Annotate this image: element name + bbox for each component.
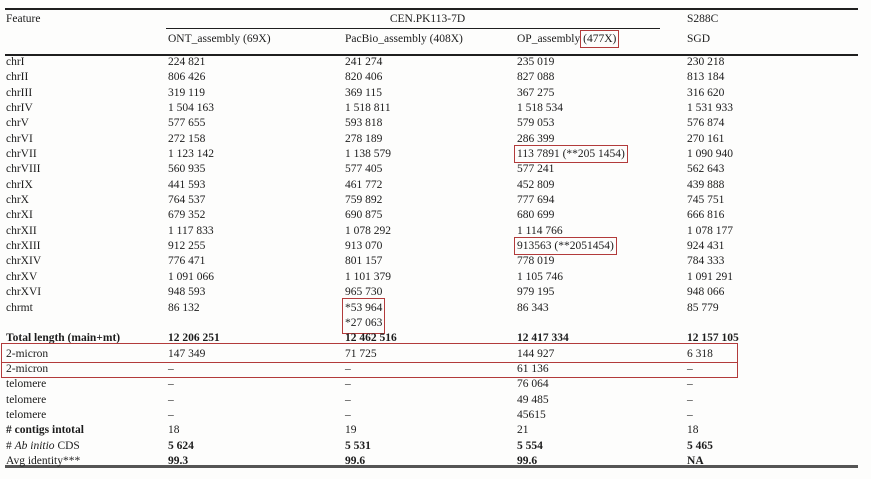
cell: 272 158 [168,132,206,145]
cell: 12 417 334 [517,332,569,345]
cell [345,301,517,332]
row-label-part: Ab initio [14,439,55,452]
cell: 1 091 291 [687,270,734,283]
row-label: telomere [6,408,47,421]
cell: 1 518 534 [517,102,563,115]
op-assembly-label: OP_assembly [517,33,581,45]
cell: – [687,408,693,421]
header-row-group [6,9,858,28]
cell: 1 531 933 [687,102,734,115]
row-label: chrXIV [6,255,42,268]
cell: 5 624 [168,439,194,452]
cell: 913 070 [345,240,383,253]
cell: 777 694 [517,194,555,207]
cell: 85 779 [687,301,719,314]
table-row [6,116,858,131]
row-label: chrVII [6,148,37,161]
cell: 18 [687,424,699,437]
cell: 784 333 [687,255,725,268]
cell: 76 064 [517,378,549,391]
row-label: chrVI [6,132,33,145]
column-header-op [517,28,687,55]
table-row [6,301,858,332]
cell: 441 593 [168,178,206,191]
table-row [6,347,858,362]
cell: 367 275 [517,86,555,99]
cell: 1 078 292 [345,224,391,237]
cell: 579 053 [517,117,555,130]
group-header-cenpk: CEN.PK113-7D [389,13,466,25]
cell: 316 620 [687,86,725,99]
table-row [6,208,858,223]
cell: 679 352 [168,209,206,222]
cell: 144 927 [517,347,555,360]
table-row [6,70,858,85]
row-label: chrI [6,56,25,68]
table-row [6,377,858,392]
row-label: chrXIII [6,240,41,253]
cell: 286 399 [517,132,555,145]
table-row [6,101,858,116]
cell: 86 343 [517,301,549,314]
cell: 1 114 766 [517,224,563,237]
cell: 1 138 579 [345,148,391,161]
cell: 18 [168,424,180,437]
cell: 224 821 [168,56,206,68]
table-row [6,270,858,285]
cell: 369 115 [345,86,382,99]
cell: 452 809 [517,178,555,191]
cell: 593 818 [345,117,383,130]
row-label-part: # [6,439,15,452]
cell: – [168,378,174,391]
cell: 1 117 833 [168,224,214,237]
table-row [6,331,858,346]
row-label: chrIII [6,86,33,99]
column-header-sgd: SGD [687,33,711,45]
row-label: chrIX [6,178,33,191]
cell: 5 554 [517,439,543,452]
row-label: chrIV [6,102,33,115]
table-row [6,239,858,254]
cell: 912 255 [168,240,206,253]
cell: 461 772 [345,178,383,191]
table-row [6,362,858,377]
row-label: # contigs intotal [6,424,84,437]
column-header-pacbio: PacBio_assembly (408X) [345,33,463,45]
feature-column-header: Feature [6,13,41,25]
cell: 1 090 940 [687,148,734,161]
column-header-ont: ONT_assembly (69X) [168,33,271,45]
cell: 924 431 [687,240,725,253]
cell: 577 655 [168,117,206,130]
table-row [6,55,858,70]
cell: 1 518 811 [345,102,391,115]
cell: 99.6 [517,454,538,467]
cell: – [345,378,351,391]
cell: 948 066 [687,286,725,299]
cell: 1 105 746 [517,270,563,283]
cell: 827 088 [517,71,555,84]
row-label: chrXI [6,209,33,222]
cell: 270 161 [687,132,725,145]
cell: – [687,378,693,391]
cell: – [168,393,174,406]
cell: 439 888 [687,178,725,191]
cell: 5 465 [687,439,713,452]
cell: 759 892 [345,194,383,207]
cell: – [345,393,351,406]
row-label: chrmt [6,301,33,314]
table-row [6,393,858,408]
cell [517,239,687,254]
cell: 99.6 [345,454,366,467]
row-label: telomere [6,378,47,391]
row-label: chrII [6,71,29,84]
assembly-stats-table [6,9,858,469]
cell: NA [687,454,704,467]
cell: 86 132 [168,301,200,314]
annotation-box [583,33,616,45]
cell: 745 751 [687,194,725,207]
cell: 666 816 [687,209,725,222]
table-row [6,254,858,269]
row-label: chrXII [6,224,37,237]
table-row [6,423,858,438]
cell: 235 019 [517,56,555,68]
annotation-box: 113 7891 (**205 1454) [517,148,625,161]
cell: 21 [517,424,529,437]
group-header-s288c: S288C [687,13,719,25]
row-label: chrXV [6,270,38,283]
cell: 241 274 [345,56,383,68]
cell: 45615 [517,408,546,421]
table-row [6,439,858,454]
cell: – [168,362,174,375]
cell: 12 157 105 [687,332,739,345]
table-row [6,178,858,193]
table-row [6,193,858,208]
cell: 776 471 [168,255,206,268]
row-label: Avg identity*** [6,454,81,467]
cell: – [687,393,693,406]
cell: 576 874 [687,117,725,130]
row-label: chrV [6,117,29,130]
cell: 813 184 [687,71,725,84]
cell: – [687,362,693,375]
row-label: 2-micron [6,362,49,375]
cell: 5 531 [345,439,371,452]
cell: 778 019 [517,255,555,268]
table-row [6,408,858,423]
annotation-box: 913563 (**2051454) [517,240,614,253]
cell: 562 643 [687,163,725,176]
table-row [6,454,858,469]
cell: 801 157 [345,255,383,268]
row-label: chrXVI [6,286,42,299]
cell: 1 123 142 [168,148,214,161]
cell: – [345,362,351,375]
cell: 12 206 251 [168,332,220,345]
table-row [6,147,858,162]
cell: 948 593 [168,286,206,299]
annotation-box: *53 964 *27 063 [345,301,382,332]
cell: 147 349 [168,347,206,360]
cell: 806 426 [168,71,206,84]
row-label: chrX [6,194,29,207]
cell: 820 406 [345,71,383,84]
row-label-part: CDS [54,439,80,452]
cell: 764 537 [168,194,206,207]
cell: 61 136 [517,362,549,375]
table-row [6,86,858,101]
cell: 71 725 [345,347,377,360]
row-label [6,439,168,454]
cell: 577 405 [345,163,383,176]
cell [517,147,687,162]
table-body [6,55,858,469]
cell: 319 119 [168,86,205,99]
cell: – [168,408,174,421]
cell: 680 699 [517,209,555,222]
cell: 1 091 066 [168,270,214,283]
cell: – [345,408,351,421]
table-row [6,162,858,177]
cell: 1 101 379 [345,270,391,283]
table-row [6,224,858,239]
row-label: telomere [6,393,47,406]
table-row [6,285,858,300]
row-label: Total length (main+mt) [6,332,121,345]
op-coverage-label: (477X) [583,33,617,45]
cell: 49 485 [517,393,549,406]
cell: 560 935 [168,163,206,176]
cell: 965 730 [345,286,383,299]
cell: 577 241 [517,163,555,176]
cell: 690 875 [345,209,383,222]
cell: 278 189 [345,132,383,145]
row-label: chrVIII [6,163,41,176]
cell: 230 218 [687,56,725,68]
cell: 12 462 516 [345,332,397,345]
cell: 99.3 [168,454,189,467]
cell: 6 318 [687,347,713,360]
row-label: 2-micron [6,347,49,360]
cell: 1 078 177 [687,224,734,237]
cell: 979 195 [517,286,555,299]
cell: 1 504 163 [168,102,214,115]
table-row [6,132,858,147]
cell: 19 [345,424,357,437]
